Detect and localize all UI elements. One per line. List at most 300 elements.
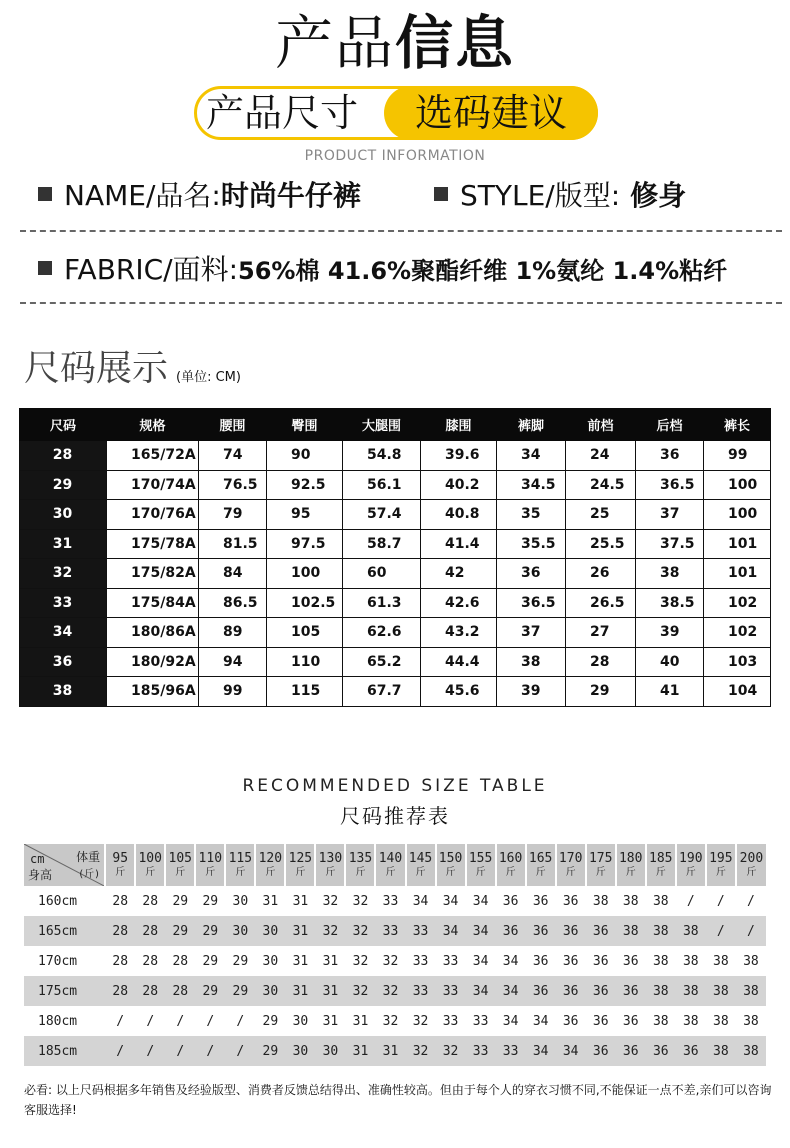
pill-label-advice: 选码建议: [384, 86, 598, 140]
height-cell: 175cm: [24, 976, 105, 1006]
table-cell: 175/82A: [107, 559, 199, 589]
table-row: [24, 916, 766, 946]
column-header: 尺码: [20, 409, 107, 441]
size-recommendation-cell: 32: [382, 953, 399, 969]
table-cell: 43.2: [421, 618, 497, 648]
corner-cm: cm: [30, 852, 45, 866]
table-row: [20, 500, 771, 530]
size-recommendation-cell: 38: [592, 893, 609, 909]
size-recommendation-cell: 36: [562, 893, 579, 909]
table-cell: 36.5: [497, 588, 566, 618]
weight-unit: 斤: [175, 866, 186, 878]
pill-label-size: 产品尺寸: [206, 91, 359, 135]
table-cell: 67.7: [343, 677, 421, 707]
table-cell: 99: [704, 441, 771, 471]
weight-header: [165, 844, 195, 886]
table-cell: 101: [704, 559, 771, 589]
size-recommendation-cell: /: [706, 916, 736, 946]
size-recommendation-cell: /: [135, 1036, 165, 1066]
size-recommendation-cell: 30: [225, 916, 255, 946]
weight-value: 120: [258, 850, 283, 866]
table-cell: 42: [421, 559, 497, 589]
page-subtitle: PRODUCT INFORMATION: [304, 148, 486, 164]
table-cell: 37: [636, 500, 704, 530]
corner-jin: (斤): [78, 869, 101, 880]
table-cell: 38: [497, 647, 566, 677]
table-row: [20, 647, 771, 677]
size-recommendation-cell: 36: [502, 893, 519, 909]
size-recommendation-cell: 31: [345, 1036, 375, 1066]
name-label: NAME/品名:: [64, 179, 221, 212]
weight-value: 115: [228, 850, 253, 866]
size-recommendation-cell: 30: [255, 916, 285, 946]
table-cell: 61.3: [343, 588, 421, 618]
weight-unit: 斤: [746, 866, 757, 878]
corner-height: 身高: [28, 868, 53, 882]
size-recommendation-cell: 34: [556, 1036, 586, 1066]
size-recommendation-cell: 38: [682, 953, 699, 969]
table-cell: 62.6: [343, 618, 421, 648]
height-cell: 170cm: [38, 953, 78, 969]
table-cell: 34: [497, 441, 566, 471]
weight-value: 110: [198, 850, 223, 866]
size-cell: 32: [20, 559, 107, 589]
weight-header: [345, 844, 375, 886]
column-header: 臀围: [267, 409, 343, 441]
size-table: [19, 408, 771, 707]
size-recommendation-cell: 32: [382, 1013, 399, 1029]
weight-header: [285, 844, 315, 886]
size-recommendation-cell: 33: [436, 976, 466, 1006]
size-recommendation-cell: 28: [105, 976, 135, 1006]
weight-value: 165: [528, 850, 553, 866]
size-recommendation-cell: 33: [382, 893, 399, 909]
size-cell: 36: [20, 647, 107, 677]
title-light: 产品: [274, 9, 395, 77]
size-recommendation-cell: 36: [586, 976, 616, 1006]
size-recommendation-cell: 31: [292, 953, 309, 969]
table-cell: 41: [636, 677, 704, 707]
column-header: 前档: [566, 409, 636, 441]
footnote: 必看: 以上尺码根据多年销售及经验版型、消费者反馈总结得出、准确性较高。但由于每个人的穿衣习惯不同,不能保证一点不差,亲们可以咨询客服选择!: [24, 1083, 772, 1117]
table-row: [20, 677, 771, 707]
table-cell: 34.5: [497, 470, 566, 500]
size-recommendation-cell: /: [146, 1013, 155, 1029]
table-cell: 54.8: [343, 441, 421, 471]
weight-header: [586, 844, 616, 886]
table-cell: 36: [636, 441, 704, 471]
weight-unit: 斤: [385, 866, 396, 878]
column-header: 大腿围: [343, 409, 421, 441]
table-row: [24, 976, 766, 1006]
weight-value: 195: [709, 850, 733, 866]
size-recommendation-cell: 36: [622, 953, 639, 969]
column-header: 裤脚: [497, 409, 566, 441]
size-recommendation-cell: 38: [706, 1036, 736, 1066]
table-cell: 100: [704, 470, 771, 500]
weight-header: [375, 844, 405, 886]
table-cell: 102: [704, 618, 771, 648]
table-cell: 165/72A: [107, 441, 199, 471]
size-section-title: 尺码展示: [24, 348, 169, 389]
weight-unit: 斤: [265, 866, 276, 878]
table-cell: 35: [497, 500, 566, 530]
size-recommendation-cell: 38: [616, 916, 646, 946]
size-recommendation-cell: 33: [406, 916, 436, 946]
size-unit: (单位: CM): [176, 370, 241, 385]
table-row: [20, 441, 771, 471]
weight-header: [195, 844, 225, 886]
size-recommendation-cell: 32: [315, 916, 345, 946]
weight-value: 95: [112, 850, 129, 866]
size-recommendation-cell: 28: [142, 893, 159, 909]
size-recommendation-cell: 34: [472, 953, 489, 969]
size-recommendation-cell: 32: [352, 953, 369, 969]
table-cell: 39: [497, 677, 566, 707]
weight-header: [466, 844, 496, 886]
size-recommendation-cell: 29: [225, 976, 255, 1006]
size-recommendation-cell: 32: [406, 1036, 436, 1066]
table-cell: 175/78A: [107, 529, 199, 559]
table-row: [24, 1036, 766, 1066]
table-cell: 27: [566, 618, 636, 648]
size-recommendation-cell: 36: [562, 953, 579, 969]
size-recommendation-cell: 38: [676, 976, 706, 1006]
weight-unit: 斤: [145, 866, 156, 878]
weight-header: [736, 844, 766, 886]
size-recommendation-cell: 31: [262, 893, 279, 909]
weight-value: 160: [498, 850, 523, 866]
column-header: 后档: [636, 409, 704, 441]
size-recommendation-cell: 28: [135, 976, 165, 1006]
size-recommendation-cell: 28: [112, 953, 129, 969]
table-cell: 60: [343, 559, 421, 589]
column-header: 腰围: [199, 409, 267, 441]
size-recommendation-cell: 33: [472, 1013, 489, 1029]
weight-header: [105, 844, 135, 886]
column-header: 膝围: [421, 409, 497, 441]
size-recommendation-cell: 29: [195, 916, 225, 946]
weight-unit: 斤: [355, 866, 366, 878]
size-recommendation-cell: 28: [112, 893, 129, 909]
weight-value: 190: [679, 850, 703, 866]
size-recommendation-cell: 33: [496, 1036, 526, 1066]
table-row: [24, 946, 766, 976]
size-recommendation-cell: /: [747, 893, 755, 909]
size-recommendation-cell: 33: [442, 953, 459, 969]
table-row: [20, 529, 771, 559]
weight-unit: 斤: [295, 866, 306, 878]
table-cell: 104: [704, 677, 771, 707]
table-cell: 90: [267, 441, 343, 471]
size-recommendation-cell: /: [236, 1013, 245, 1029]
table-corner-cell: [24, 844, 105, 886]
height-cell: 165cm: [24, 916, 105, 946]
table-row: [20, 618, 771, 648]
weight-header: [135, 844, 165, 886]
table-cell: 170/76A: [107, 500, 199, 530]
size-recommendation-cell: 32: [436, 1036, 466, 1066]
bullet-square-icon: [38, 187, 52, 201]
size-recommendation-cell: 38: [652, 953, 669, 969]
info-name: [38, 176, 361, 216]
size-recommendation-cell: 38: [713, 953, 729, 969]
size-recommendation-cell: 32: [345, 976, 375, 1006]
size-recommendation-cell: 32: [375, 976, 405, 1006]
table-row: [24, 886, 766, 916]
size-recommendation-cell: 30: [232, 893, 249, 909]
weight-header: [676, 844, 706, 886]
size-recommendation-cell: 34: [466, 916, 496, 946]
table-cell: 41.4: [421, 529, 497, 559]
fabric-label: FABRIC/面料:: [64, 253, 239, 286]
height-cell: 185cm: [24, 1036, 105, 1066]
size-recommendation-cell: 36: [562, 1013, 579, 1029]
size-cell: 38: [20, 677, 107, 707]
divider: [20, 302, 782, 304]
table-row: [20, 559, 771, 589]
size-recommendation-cell: 34: [436, 916, 466, 946]
weight-value: 130: [318, 850, 343, 866]
size-recommendation-cell: 31: [285, 976, 315, 1006]
size-recommendation-cell: /: [736, 916, 766, 946]
weight-unit: 斤: [205, 866, 216, 878]
size-recommendation-cell: /: [716, 893, 725, 909]
table-cell: 100: [267, 559, 343, 589]
table-cell: 57.4: [343, 500, 421, 530]
weight-value: 100: [138, 850, 162, 866]
size-recommendation-cell: /: [195, 1036, 225, 1066]
weight-header: [526, 844, 556, 886]
weight-unit: 斤: [325, 866, 336, 878]
divider: [20, 230, 782, 232]
table-cell: 110: [267, 647, 343, 677]
table-cell: 39: [636, 618, 704, 648]
size-recommendation-cell: 31: [322, 953, 339, 969]
weight-unit: 斤: [715, 866, 726, 878]
size-recommendation-cell: 36: [532, 893, 549, 909]
table-cell: 94: [199, 647, 267, 677]
weight-unit: 斤: [475, 866, 486, 878]
height-cell: 160cm: [38, 893, 78, 909]
table-cell: 86.5: [199, 588, 267, 618]
size-cell: 28: [20, 441, 107, 471]
table-cell: 26.5: [566, 588, 636, 618]
size-recommendation-cell: 36: [616, 1036, 646, 1066]
table-cell: 100: [704, 500, 771, 530]
size-recommendation-cell: 38: [743, 1013, 759, 1029]
table-cell: 89: [199, 618, 267, 648]
recommend-title-en: RECOMMENDED SIZE TABLE: [242, 776, 548, 796]
size-recommendation-cell: 31: [292, 893, 309, 909]
weight-value: 175: [588, 850, 613, 866]
size-recommendation-cell: 30: [255, 976, 285, 1006]
size-recommendation-cell: 32: [412, 1013, 429, 1029]
size-recommendation-cell: 36: [592, 953, 609, 969]
table-cell: 38: [636, 559, 704, 589]
table-row: [20, 588, 771, 618]
size-recommendation-cell: 28: [165, 976, 195, 1006]
size-cell: 30: [20, 500, 107, 530]
size-recommendation-cell: 33: [375, 916, 405, 946]
weight-unit: 斤: [415, 866, 426, 878]
weight-header: [225, 844, 255, 886]
size-recommendation-cell: /: [686, 893, 695, 909]
table-cell: 97.5: [267, 529, 343, 559]
size-recommendation-cell: 30: [262, 953, 279, 969]
table-cell: 44.4: [421, 647, 497, 677]
size-recommendation-cell: 36: [556, 916, 586, 946]
size-recommendation-cell: 31: [322, 1013, 339, 1029]
size-recommendation-cell: 33: [466, 1036, 496, 1066]
bullet-square-icon: [38, 261, 52, 275]
size-recommendation-cell: 36: [586, 916, 616, 946]
table-cell: 37: [497, 618, 566, 648]
weight-header: [616, 844, 646, 886]
weight-value: 185: [649, 850, 673, 866]
table-cell: 56.1: [343, 470, 421, 500]
table-cell: 84: [199, 559, 267, 589]
size-cell: 34: [20, 618, 107, 648]
size-recommendation-cell: 38: [736, 1036, 766, 1066]
name-value: 时尚牛仔裤: [220, 179, 361, 212]
weight-unit: 斤: [445, 866, 456, 878]
table-cell: 42.6: [421, 588, 497, 618]
size-recommendation-cell: 34: [472, 893, 489, 909]
fabric-value: 56%棉 41.6%聚酯纤维 1%氨纶 1.4%粘纤: [238, 257, 728, 285]
weight-unit: 斤: [115, 866, 126, 878]
size-recommendation-cell: 38: [646, 976, 676, 1006]
style-value: 修身: [630, 179, 687, 212]
weight-header: [646, 844, 676, 886]
size-recommendation-cell: 34: [526, 1036, 556, 1066]
table-cell: 40.2: [421, 470, 497, 500]
size-recommendation-cell: 34: [496, 976, 526, 1006]
weight-unit: 斤: [505, 866, 516, 878]
size-recommendation-cell: 28: [105, 916, 135, 946]
weight-header: [556, 844, 586, 886]
table-cell: 185/96A: [107, 677, 199, 707]
table-cell: 180/86A: [107, 618, 199, 648]
size-recommendation-cell: 38: [736, 976, 766, 1006]
size-recommendation-cell: 38: [743, 953, 759, 969]
weight-unit: 斤: [625, 866, 636, 878]
size-recommendation-cell: 33: [406, 976, 436, 1006]
weight-value: 140: [378, 850, 403, 866]
size-recommendation-cell: 34: [466, 976, 496, 1006]
table-cell: 37.5: [636, 529, 704, 559]
size-recommendation-cell: /: [165, 1036, 195, 1066]
style-label: STYLE/版型:: [460, 179, 621, 212]
size-recommendation-cell: /: [116, 1013, 125, 1029]
recommend-title-cn: 尺码推荐表: [340, 804, 450, 828]
column-header: 裤长: [704, 409, 771, 441]
table-cell: 175/84A: [107, 588, 199, 618]
corner-weight: 体重: [76, 850, 101, 864]
weight-value: 200: [739, 850, 764, 866]
title-bold: 信息: [395, 9, 516, 77]
weight-header: [406, 844, 436, 886]
size-recommendation-cell: 31: [375, 1036, 405, 1066]
table-cell: 102.5: [267, 588, 343, 618]
table-cell: 103: [704, 647, 771, 677]
size-recommendation-cell: 29: [232, 953, 249, 969]
size-recommendation-cell: 36: [532, 953, 549, 969]
size-recommendation-cell: 38: [676, 916, 706, 946]
size-recommendation-cell: 34: [532, 1013, 549, 1029]
weight-header: [255, 844, 285, 886]
weight-value: 145: [408, 850, 433, 866]
table-cell: 25: [566, 500, 636, 530]
column-header: 规格: [107, 409, 199, 441]
size-recommendation-cell: 38: [706, 976, 736, 1006]
size-recommendation-cell: 29: [255, 1036, 285, 1066]
size-recommendation-cell: 38: [682, 1013, 699, 1029]
size-recommendation-cell: 36: [586, 1036, 616, 1066]
page-title: [0, 8, 790, 78]
weight-header: [706, 844, 736, 886]
table-cell: 95: [267, 500, 343, 530]
table-cell: 35.5: [497, 529, 566, 559]
size-recommendation-cell: /: [225, 1036, 255, 1066]
size-recommendation-cell: 38: [713, 1013, 729, 1029]
size-recommendation-cell: /: [105, 1036, 135, 1066]
size-recommendation-cell: 31: [352, 1013, 369, 1029]
table-cell: 102: [704, 588, 771, 618]
size-recommendation-cell: 36: [622, 1013, 639, 1029]
table-cell: 40: [636, 647, 704, 677]
size-recommendation-cell: 36: [526, 976, 556, 1006]
table-cell: 92.5: [267, 470, 343, 500]
size-recommendation-cell: 36: [646, 1036, 676, 1066]
size-recommendation-cell: 32: [322, 893, 339, 909]
size-recommendation-cell: 32: [352, 893, 369, 909]
size-recommendation-cell: 28: [172, 953, 189, 969]
size-recommendation-cell: 36: [616, 976, 646, 1006]
info-style: [434, 176, 686, 216]
bullet-square-icon: [434, 187, 448, 201]
table-cell: 25.5: [566, 529, 636, 559]
recommend-table: [24, 844, 766, 1066]
size-recommendation-cell: 38: [622, 893, 639, 909]
size-recommendation-cell: 29: [202, 953, 219, 969]
table-cell: 81.5: [199, 529, 267, 559]
size-recommendation-cell: 33: [442, 1013, 459, 1029]
size-table-header: [20, 409, 771, 441]
table-row: [20, 470, 771, 500]
weight-value: 125: [288, 850, 313, 866]
size-recommendation-cell: 29: [165, 916, 195, 946]
weight-header: [315, 844, 345, 886]
weight-value: 135: [348, 850, 373, 866]
size-recommendation-cell: 30: [285, 1036, 315, 1066]
size-cell: 33: [20, 588, 107, 618]
weight-unit: 斤: [535, 866, 546, 878]
size-recommendation-cell: 30: [315, 1036, 345, 1066]
size-cell: 29: [20, 470, 107, 500]
table-cell: 29: [566, 677, 636, 707]
size-recommendation-cell: 31: [315, 976, 345, 1006]
weight-unit: 斤: [685, 866, 696, 878]
table-cell: 76.5: [199, 470, 267, 500]
table-cell: 170/74A: [107, 470, 199, 500]
size-recommendation-cell: 29: [262, 1013, 279, 1029]
weight-unit: 斤: [235, 866, 246, 878]
height-cell: 180cm: [38, 1013, 78, 1029]
weight-unit: 斤: [565, 866, 576, 878]
table-cell: 40.8: [421, 500, 497, 530]
size-recommendation-cell: 36: [592, 1013, 609, 1029]
